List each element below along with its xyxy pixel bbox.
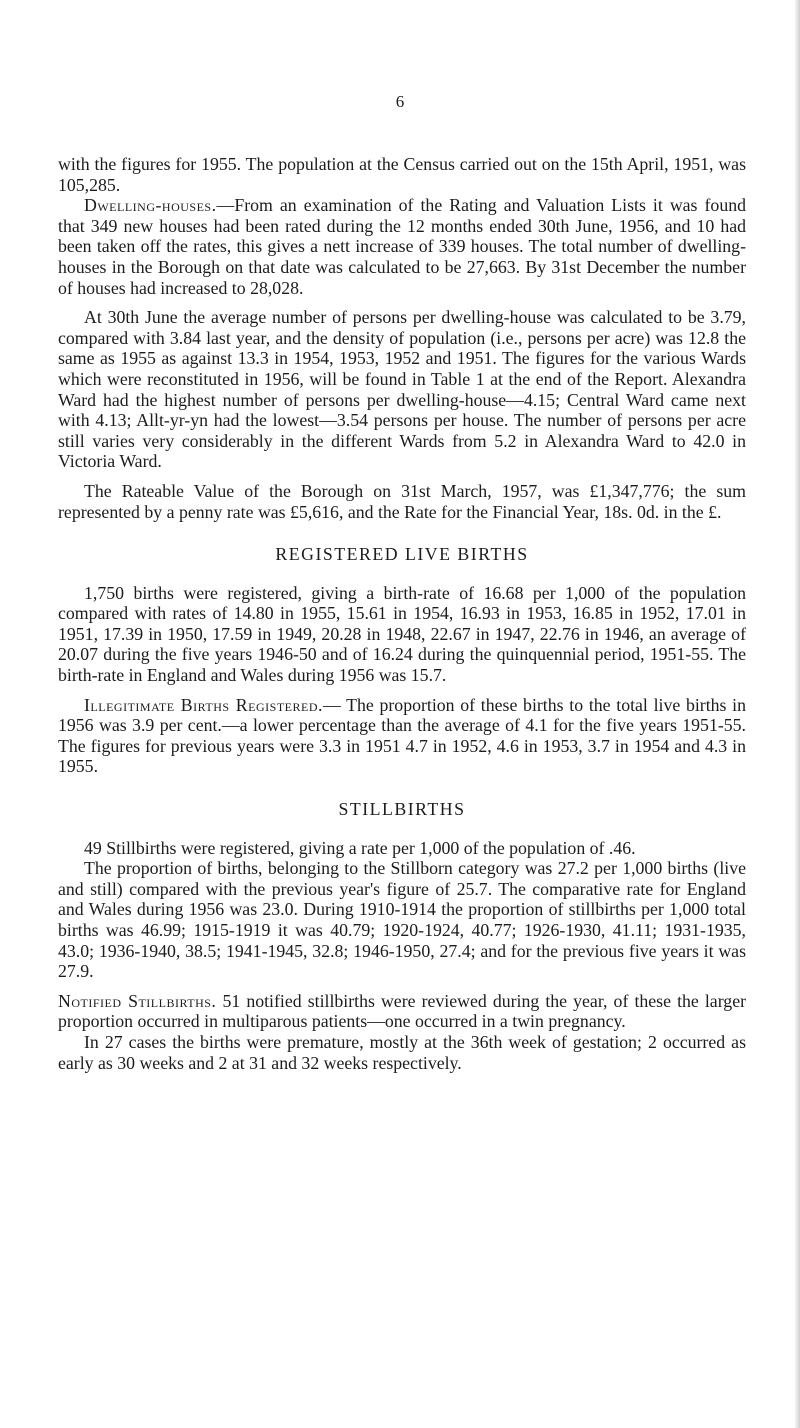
- dwelling-houses-paragraph: [58, 195, 746, 298]
- persons-per-house-paragraph: At 30th June the average number of persons per dwelling-house was calculated to be 3.79, compared with 3.84 last year, and the density of population (i.e., persons per acre) was 12.8 the same as 1955 as against 13.3 in 1954, 1953, 1952 and 1951. The figures for the various Wards which were reconstituted in 1956, will be found in Table 1 at the end of the Report. Alexandra Ward had the highest number of persons per dwelling-house—4.15; Central Ward came next with 4.13; Allt-yr-yn had the lowest—3.54 persons per house. The number of persons per acre still varies very considerably in the different Wards from 5.2 in Alexandra Ward to 42.0 in Victoria Ward.: [58, 307, 746, 472]
- live-births-paragraph: 1,750 births were registered, giving a birth-rate of 16.68 per 1,000 of the population compared with rates of 14.80 in 1955, 15.61 in 1954, 16.93 in 1953, 16.85 in 1952, 17.01 in 1951, 17.39 in 1950, 17.59 in 1949, 20.28 in 1948, 22.67 in 1947, 22.76 in 1946, an average of 20.07 during the five years 1946-50 and of 16.24 during the quinquennial period, 1951-55. The birth-rate in England and Wales during 1956 was 15.7.: [58, 582, 746, 686]
- illegitimate-births-heading: Illegitimate Births Registered.: [84, 694, 323, 715]
- illegitimate-births-paragraph: [58, 695, 746, 777]
- dwelling-houses-heading: Dwelling-houses.: [84, 195, 217, 216]
- premature-births-paragraph: In 27 cases the births were premature, mostly at the 36th week of gestation; 2 occurred as early as 30 weeks and 2 at 31 and 32 weeks respectively.: [58, 1031, 746, 1073]
- stillbirths-paragraph-2: The proportion of births, belonging to the Stillborn category was 27.2 per 1,000 births (live and still) compared with the previous year's figure of 25.7. The comparative rate for England and Wales during 1956 was 23.0. During 1910-1914 the proportion of stillbirths per 1,000 total births was 46.99; 1915-1919 it was 40.79; 1920-1924, 40.77; 1926-1930, 41.11; 1931-1935, 43.0; 1936-1940, 38.5; 1941-1945, 32.8; 1946-1950, 27.4; and for the previous five years it was 27.9.: [58, 858, 746, 982]
- notified-stillbirths-paragraph: [58, 991, 746, 1032]
- page-number: 6: [395, 92, 405, 111]
- notified-stillbirths-heading: Notified Stillbirths.: [58, 990, 217, 1011]
- document-body: [58, 154, 746, 1073]
- notified-stillbirths-text: 51 notified stillbirths were reviewed during the year, of these the larger proportion occurred in multiparous patients—one occurred in a twin pregnancy.: [58, 990, 747, 1032]
- stillbirths-title: STILLBIRTHS: [338, 799, 466, 820]
- rateable-value-paragraph: The Rateable Value of the Borough on 31st March, 1957, was £1,347,776; the sum represented by a penny rate was £5,616, and the Rate for the Financial Year, 18s. 0d. in the £.: [58, 480, 746, 522]
- illegitimate-births-text: — The proportion of these births to the total live births in 1956 was 3.9 per cent.—a lower percentage than the average of 4.1 for the five years 1951-55. The figures for previous years were 3.3 in 1951 4.7 in 1952, 4.6 in 1953, 3.7 in 1954 and 4.3 in 1955.: [58, 694, 747, 777]
- page-edge-shadow: [794, 0, 800, 1428]
- stillbirths-paragraph-1: 49 Stillbirths were registered, giving a rate per 1,000 of the population of .46.: [84, 837, 636, 858]
- intro-paragraph: with the figures for 1955. The population at the Census carried out on the 15th April, 1951, was 105,285.: [58, 154, 746, 195]
- live-births-title: REGISTERED LIVE BIRTHS: [275, 544, 529, 565]
- dwelling-houses-text: —From an examination of the Rating and Valuation Lists it was found that 349 new houses had been rated during the 12 months ended 30th June, 1956, and 10 had been taken off the rates, this gives a nett increase of 339 houses. The total number of dwelling-houses in the Borough on that date was calculated to be 27,663. By 31st December the number of houses had increased to 28,028.: [58, 195, 746, 298]
